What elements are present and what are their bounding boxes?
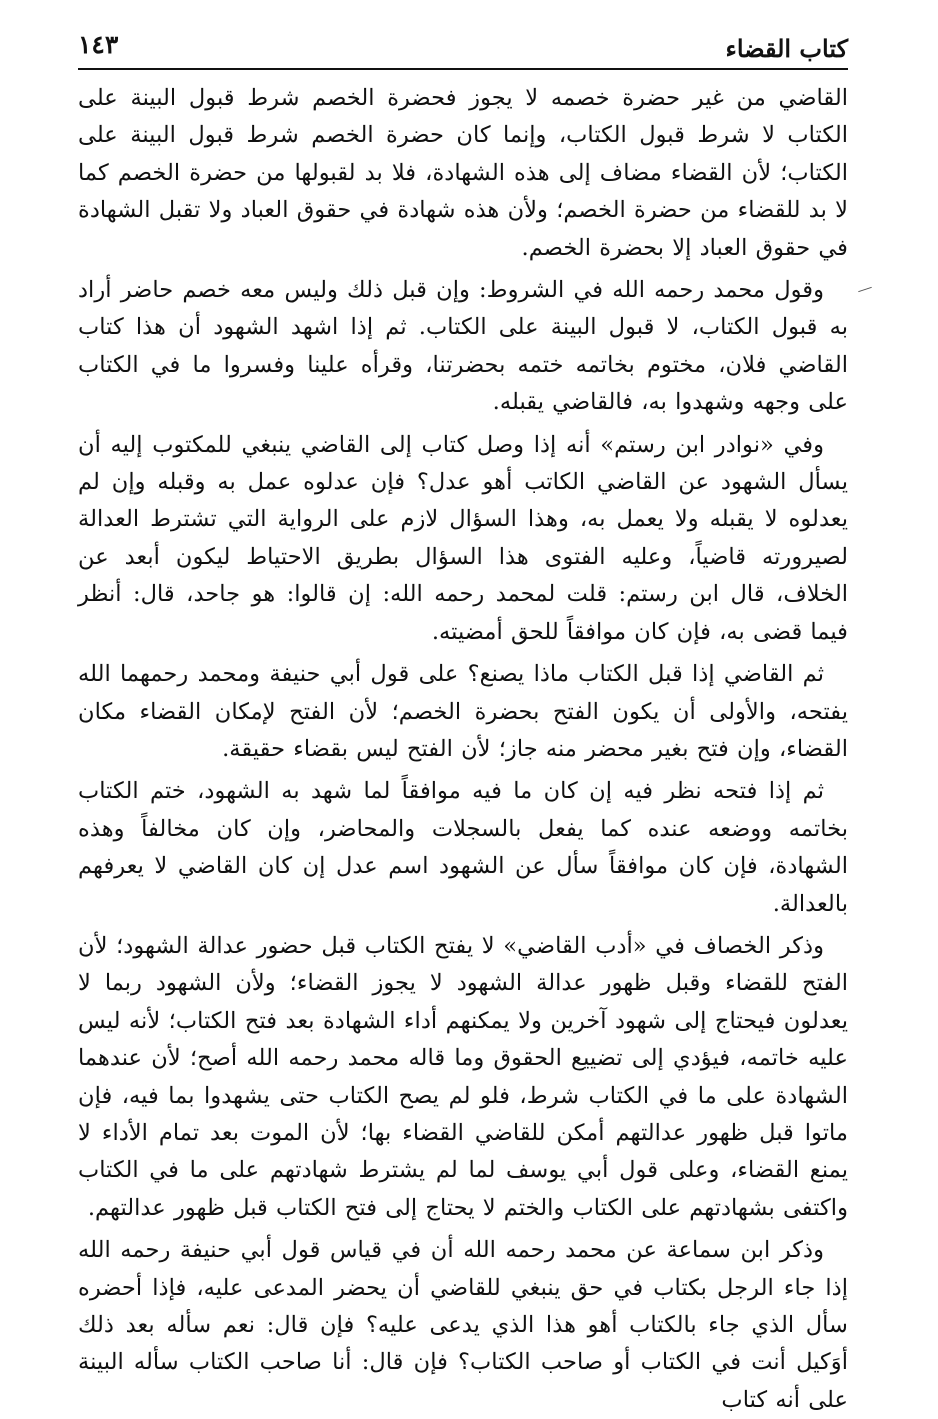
paragraph-1: القاضي من غير حضرة خصمه لا يجوز فحضرة الخصم شرط قبول البينة على الكتاب لا شرط قبول الكتاب، وإنما كان حضرة الخصم شرط قبول البينة على الكتاب؛ لأن القضاء مضاف إلى هذه الشهادة، فلا بد لقبولها من حضرة الخصم كما لا بد للقضاء من حضرة الخصم؛ ولأن هذه شهادة في حقوق العباد ولا تقبل الشهادة في حقوق العباد إلا بحضرة الخصم. bbox=[78, 85, 848, 261]
paragraph-6: وذكر الخصاف في «أدب القاضي» لا يفتح الكتاب قبل حضور عدالة الشهود؛ لأن الفتح للقضاء وقبل ظهور عدالة الشهود لا يجوز القضاء؛ ولأن الشهود ربما لا يعدلون فيحتاج إلى شهود آخرين ولا يمكنهم أداء الشهادة بعد فتح الكتاب؛ لأنه ليس عليه خاتمه، فيؤدي إلى تضييع الحقوق وما قاله محمد رحمه الله أصح؛ لأن عندهما الشهادة على ما في الكتاب شرط، فلو لم يصح الكتاب حتى يشهدوا بما فيه، فإن ماتوا قبل ظهور عدالتهم أمكن للقاضي القضاء بها؛ لأن الموت بعد تمام الأداء لا يمنع القضاء، وعلى قول أبي يوسف لما لم يشترط شهادتهم على ما في الكتاب واكتفى بشهادتهم على الكتاب والختم لا يحتاج إلى فتح الكتاب قبل ظهور عدالتهم. bbox=[78, 932, 848, 1221]
page-number: ١٤٣ bbox=[78, 30, 119, 59]
paragraph-7: وذكر ابن سماعة عن محمد رحمه الله أن في قياس قول أبي حنيفة رحمه الله إذا جاء الرجل بكتاب في حق ينبغي للقاضي أن يحضر المدعى عليه، فإذا أحضره سأل الذي جاء بالكتاب أهو هذا الذي يدعى عليه؟ فإن قال: نعم سأله بعد ذلك أوَكيل أنت في الكتاب أو صاحب الكتاب؟ فإن قال: أنا صاحب الكتاب سأله البينة على أنه كتاب bbox=[78, 1237, 848, 1413]
paragraph-5: ثم إذا فتحه نظر فيه إن كان ما فيه موافقاً لما شهد به الشهود، ختم الكتاب بخاتمه ووضعه عنده كما يفعل بالسجلات والمحاضر، وإن كان مخالفاً وهذه الشهادة، فإن كان موافقاً سأل عن الشهود اسم عدل إن كان القاضي لا يعرفهم بالعدالة. bbox=[78, 778, 848, 917]
paragraph-4: ثم القاضي إذا قبل الكتاب ماذا يصنع؟ على قول أبي حنيفة ومحمد رحمهما الله يفتحه، والأولى أن يكون الفتح بحضرة الخصم؛ لأن الفتح لإمكان القضاء مكان القضاء، وإن فتح بغير محضر منه جاز؛ لأن الفتح ليس بقضاء حقيقة. bbox=[78, 661, 848, 762]
page-header bbox=[78, 28, 848, 70]
body-text bbox=[78, 80, 848, 1419]
margin-pen-mark bbox=[858, 287, 872, 292]
running-title: كتاب القضاء bbox=[725, 34, 848, 63]
book-page bbox=[78, 28, 848, 1419]
paragraph-2: وقول محمد رحمه الله في الشروط: وإن قبل ذلك وليس معه خصم حاضر أراد به قبول الكتاب، لا قبول البينة على الكتاب. ثم إذا اشهد الشهود أن هذا كتاب القاضي فلان، مختوم بخاتمه ختمه بحضرتنا، وقرأه علينا وفسروا ما في الكتاب على وجهه وشهدوا به، فالقاضي يقبله. bbox=[78, 277, 848, 416]
paragraph-3: وفي «نوادر ابن رستم» أنه إذا وصل كتاب إلى القاضي ينبغي للمكتوب إليه أن يسأل الشهود عن القاضي الكاتب أهو عدل؟ فإن عدلوه عمل به وقبله وإن لم يعدلوه لا يقبله ولا يعمل به، وهذا السؤال لازم على الرواية التي تشترط العدالة لصيرورته قاضياً، وعليه الفتوى هذا السؤال بطريق الاحتياط ليكون أبعد عن الخلاف، قال ابن رستم: قلت لمحمد رحمه الله: إن قالوا: هو جاحد، قال: أنظر فيما قضى به، فإن كان موافقاً للحق أمضيته. bbox=[78, 431, 848, 645]
